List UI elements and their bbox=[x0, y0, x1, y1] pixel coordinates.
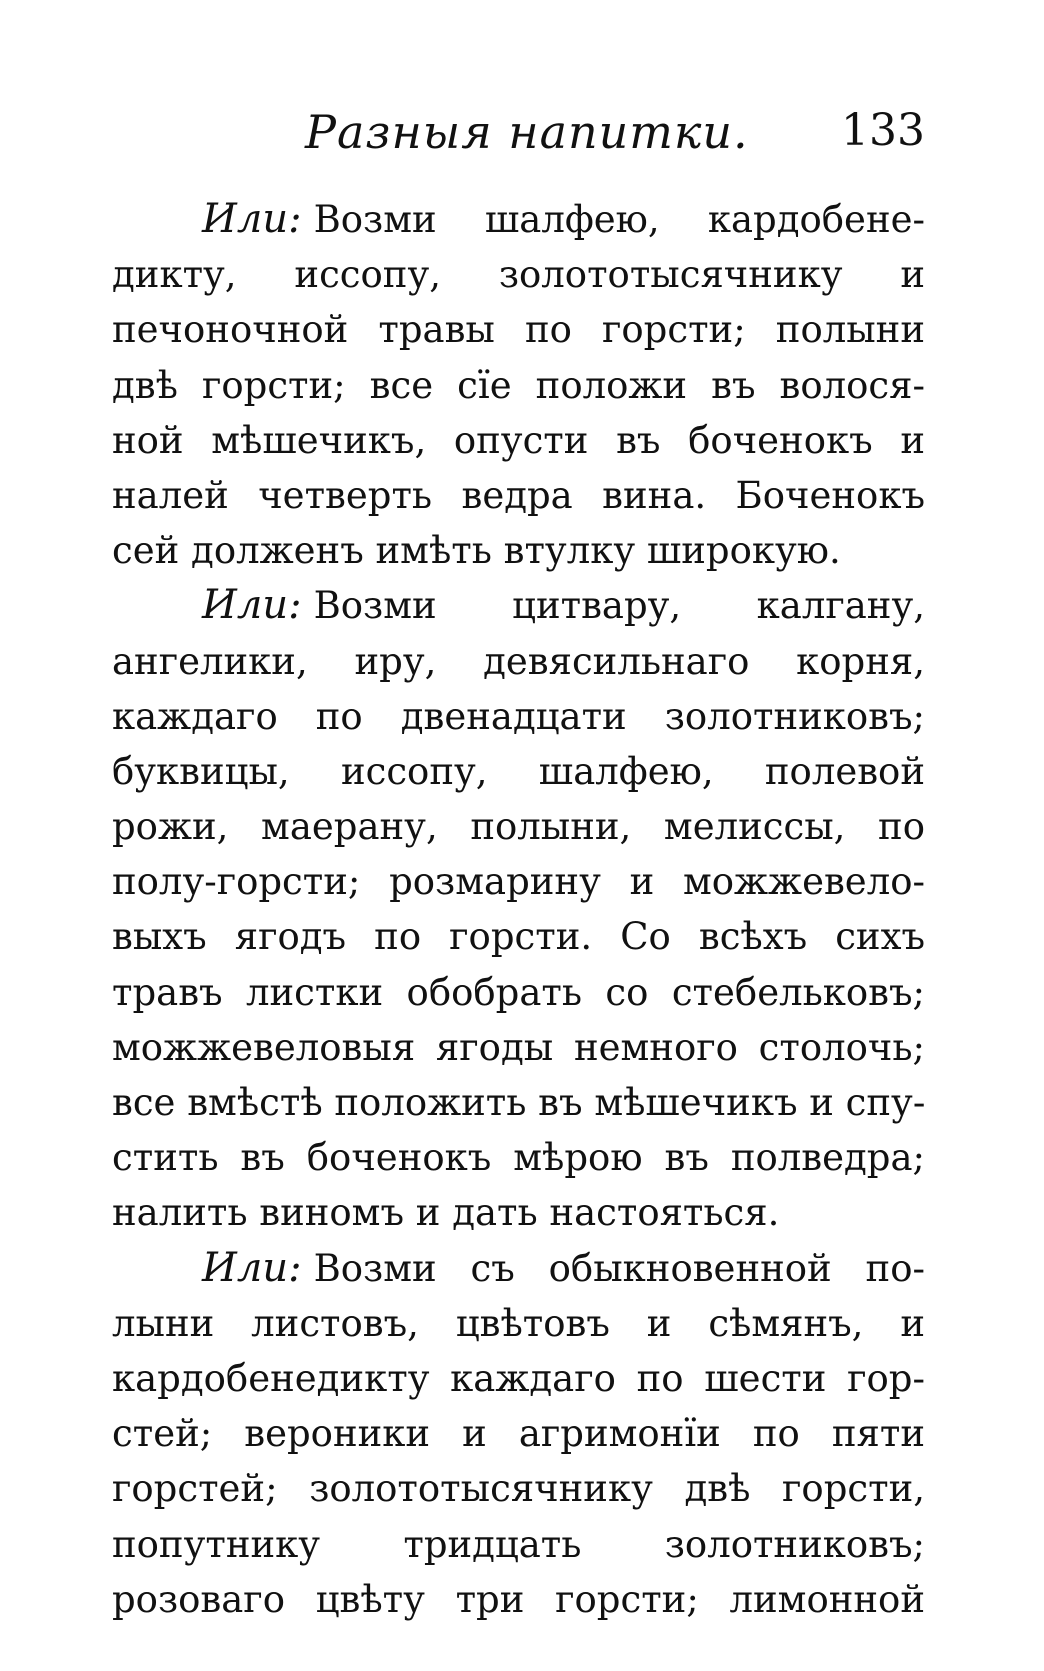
line-text: дикту, иссопу, золототысячнику и bbox=[112, 253, 925, 297]
text-line bbox=[112, 744, 925, 799]
text-line bbox=[112, 689, 925, 744]
body-text bbox=[112, 192, 925, 1627]
line-text: Возми цитвару, калгану, bbox=[313, 584, 925, 628]
page-header bbox=[305, 105, 925, 175]
text-line bbox=[112, 192, 925, 247]
line-text: кардобенедикту каждаго по шести гор- bbox=[112, 1356, 925, 1400]
page-number: 133 bbox=[841, 105, 925, 156]
text-line bbox=[112, 1406, 925, 1461]
text-line bbox=[112, 965, 925, 1020]
text-line bbox=[112, 1130, 925, 1185]
text-line bbox=[112, 1020, 925, 1075]
text-line bbox=[112, 1296, 925, 1351]
line-text: полу-горсти; розмарину и можжевело- bbox=[112, 860, 925, 904]
line-text: розоваго цвѣту три горсти; лимонной bbox=[112, 1577, 925, 1621]
text-line bbox=[112, 1075, 925, 1130]
line-text: печоночной травы по горсти; полыни bbox=[112, 308, 925, 352]
line-text: сей долженъ имѣть втулку широкую. bbox=[112, 529, 841, 573]
text-line bbox=[112, 247, 925, 302]
line-text: налей четверть ведра вина. Боченокъ bbox=[112, 473, 925, 517]
text-line bbox=[112, 1351, 925, 1406]
line-text: каждаго по двенадцати золотниковъ; bbox=[112, 694, 925, 738]
paragraph-lead-word: Или: bbox=[202, 196, 302, 242]
line-text: все вмѣстѣ положить въ мѣшечикъ и спу- bbox=[112, 1081, 926, 1124]
text-line bbox=[112, 799, 925, 854]
text-line bbox=[112, 854, 925, 909]
text-line bbox=[112, 523, 925, 578]
text-line bbox=[112, 578, 925, 633]
text-line bbox=[112, 1461, 925, 1516]
line-text: рожи, маерану, полыни, мелиссы, по bbox=[112, 805, 925, 849]
text-line bbox=[112, 1185, 925, 1240]
line-text: стей; вероники и агримонїи по пяти bbox=[112, 1412, 925, 1456]
line-text: Возми шалфею, кардобене- bbox=[313, 198, 925, 241]
text-line bbox=[112, 1572, 925, 1627]
line-text: ангелики, иру, девясильнаго корня, bbox=[112, 639, 925, 683]
line-text: ной мѣшечикъ, опусти въ боченокъ и bbox=[112, 418, 925, 462]
line-text: буквицы, иссопу, шалфею, полевой bbox=[112, 749, 925, 793]
text-line bbox=[112, 909, 925, 964]
line-text: выхъ ягодъ по горсти. Со всѣхъ сихъ bbox=[112, 915, 925, 959]
line-text: попутнику тридцать золотниковъ; bbox=[112, 1522, 925, 1566]
text-line bbox=[112, 302, 925, 357]
text-line bbox=[112, 1241, 925, 1296]
text-line bbox=[112, 1517, 925, 1572]
line-text: можжевеловыя ягоды немного столочь; bbox=[112, 1025, 925, 1069]
line-text: Возми съ обыкновенной по- bbox=[313, 1246, 925, 1290]
line-text: лыни листовъ, цвѣтовъ и сѣмянъ, и bbox=[112, 1301, 925, 1345]
line-text: двѣ горсти; все сїе положи въ волося- bbox=[112, 363, 925, 407]
running-title: Разныя напитки. bbox=[305, 105, 749, 159]
line-text: налить виномъ и дать настояться. bbox=[112, 1191, 780, 1235]
paragraph-lead-word: Или: bbox=[202, 582, 302, 629]
text-line bbox=[112, 634, 925, 689]
text-line bbox=[112, 413, 925, 468]
line-text: травъ листки обобрать со стебельковъ; bbox=[112, 970, 925, 1014]
text-line bbox=[112, 358, 925, 413]
line-text: горстей; золототысячнику двѣ горсти, bbox=[112, 1467, 925, 1511]
paragraph-lead-word: Или: bbox=[202, 1244, 302, 1291]
line-text: стить въ боченокъ мѣрою въ полведра; bbox=[112, 1136, 925, 1180]
text-line bbox=[112, 468, 925, 523]
